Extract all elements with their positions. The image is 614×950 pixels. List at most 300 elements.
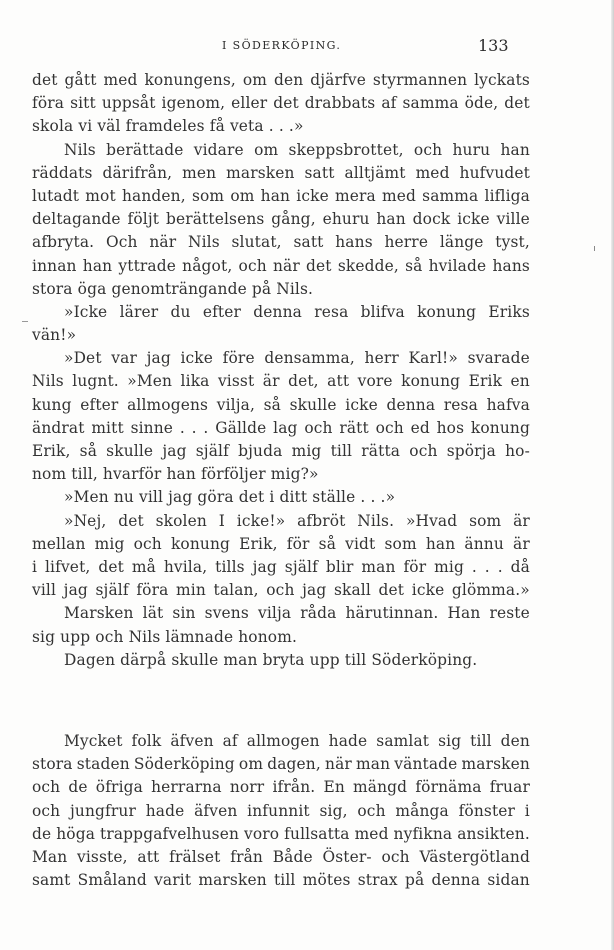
word: infunnit: [247, 801, 310, 820]
word: styrmannen: [372, 71, 468, 89]
word: konung: [417, 302, 477, 321]
word: visste,: [77, 847, 128, 866]
word: Västergötland: [419, 847, 530, 866]
word: om: [238, 755, 264, 774]
word: allmogen: [246, 732, 320, 750]
word: .: [179, 418, 185, 437]
word: jag: [63, 581, 88, 600]
word: svens: [204, 604, 249, 623]
page-number: 133: [478, 36, 509, 55]
word: staden: [76, 755, 130, 774]
text-line: [32, 579, 530, 602]
word: Mycket: [64, 732, 123, 750]
word: på: [404, 871, 425, 890]
word: med: [354, 824, 389, 843]
word: äfven: [194, 801, 238, 820]
word: var: [111, 349, 137, 368]
word: drabbats: [304, 94, 376, 113]
word: härutinnan.: [345, 604, 439, 623]
margin-mark: [594, 246, 595, 251]
word: ho-: [505, 442, 530, 460]
word: rätt: [339, 418, 369, 437]
word: icke: [296, 186, 329, 205]
word: .: [203, 418, 209, 437]
word: ed: [410, 418, 430, 437]
word: afbryta.: [32, 233, 95, 252]
word: vidt: [345, 534, 376, 553]
word: och: [238, 256, 267, 275]
word: »Men: [127, 372, 173, 391]
word: Eriks: [488, 302, 530, 321]
word: han: [500, 140, 530, 159]
word: vilja: [257, 604, 292, 623]
word: Både: [272, 847, 313, 866]
text-line: [32, 869, 530, 892]
word: hade: [145, 801, 185, 820]
word: samma: [402, 94, 459, 113]
word: han: [260, 186, 291, 205]
word: igenom,: [161, 94, 226, 113]
word: ändrat: [32, 418, 85, 437]
word: att: [137, 847, 160, 866]
word: svarade: [467, 349, 530, 368]
word: resa: [314, 302, 349, 321]
word: marsken: [461, 755, 530, 774]
word: föra: [136, 581, 169, 600]
word: stora: [32, 755, 73, 774]
word: det: [306, 256, 332, 275]
text-block-2: [32, 730, 530, 892]
word: konung: [401, 372, 461, 391]
word: rätta: [361, 442, 401, 460]
word: lugnt.: [72, 372, 119, 391]
word: det: [504, 94, 530, 113]
word: denna: [431, 871, 481, 890]
word: icke: [411, 581, 445, 600]
word: Nils: [187, 233, 220, 252]
text-line: [32, 753, 530, 776]
word: de: [68, 778, 88, 797]
text-line: [32, 231, 530, 254]
word: länge: [439, 233, 484, 252]
word: mig: [94, 534, 125, 553]
margin-mark: [22, 321, 28, 322]
word: varit: [154, 871, 192, 890]
word: frälset: [169, 847, 221, 866]
word: ville: [496, 210, 530, 229]
word: glömma.»: [451, 581, 530, 600]
text-line: [32, 776, 530, 799]
word: .: [484, 557, 490, 576]
word: icke: [345, 395, 378, 414]
word: och: [133, 534, 162, 553]
text-line: skola vi väl framdeles få veta . . .»: [32, 117, 304, 136]
word: öde,: [464, 94, 499, 113]
word: med: [103, 71, 138, 89]
word: lag: [273, 418, 298, 437]
word: råda: [300, 604, 337, 623]
word: hans: [335, 233, 373, 252]
word: En: [323, 778, 345, 797]
word: öfriga: [95, 778, 143, 797]
word: Nils: [64, 140, 96, 159]
word: eller: [231, 94, 268, 113]
word: alltjämt: [344, 163, 406, 182]
word: efter: [202, 302, 242, 321]
word: .: [497, 557, 503, 576]
text-line: »Men nu vill jag göra det i ditt ställe . . .»: [64, 488, 396, 507]
word: visst: [217, 372, 255, 391]
word: vilja,: [216, 395, 255, 414]
word: ansikten.: [457, 824, 530, 843]
word: det: [32, 71, 58, 89]
word: Gällde: [215, 418, 267, 437]
word: nyfikna: [393, 824, 453, 843]
word: mötes: [302, 871, 351, 890]
word: är: [262, 372, 280, 391]
word: jag: [162, 442, 187, 460]
word: marsken: [226, 163, 295, 182]
word: mellan: [32, 534, 86, 553]
word: jag: [146, 349, 171, 368]
word: Erik,: [32, 442, 71, 460]
word: hvilade: [428, 256, 487, 275]
text-line: [32, 162, 530, 185]
word: lifliga: [484, 186, 530, 205]
word: lärer: [119, 302, 159, 321]
word: sig: [438, 732, 462, 750]
word: må: [131, 557, 156, 576]
text-line: nom till, hvarför han förföljer mig?»: [32, 465, 319, 484]
word: Småland: [77, 871, 147, 890]
word: något,: [182, 256, 233, 275]
word: när: [325, 755, 352, 774]
word: föra: [32, 94, 65, 113]
word: Öster-: [322, 847, 372, 866]
word: hans: [492, 256, 530, 275]
word: fruar: [489, 778, 530, 797]
word: man: [356, 755, 391, 774]
word: tills: [215, 557, 245, 576]
word: hos: [436, 418, 465, 437]
text-line: [32, 846, 530, 869]
word: ehuru: [322, 210, 370, 229]
word: fönster: [458, 801, 516, 820]
word: resa: [443, 395, 478, 414]
word: herr: [364, 349, 399, 368]
word: af: [222, 732, 238, 750]
word: så: [263, 395, 281, 414]
word: mera: [334, 186, 376, 205]
word: för: [286, 534, 310, 553]
word: icke: [457, 210, 490, 229]
word: och: [32, 801, 61, 820]
word: »Icke: [64, 302, 108, 321]
text-line: [32, 370, 530, 393]
text-line: [32, 185, 530, 208]
word: och: [413, 140, 443, 159]
text-line: [32, 602, 530, 625]
word: lifvet,: [44, 557, 91, 576]
word: vidare: [193, 140, 244, 159]
word: gått: [64, 71, 97, 89]
text-line: sig upp och Nils lämnade honom.: [32, 627, 297, 646]
word: .: [191, 418, 197, 437]
word: af: [381, 94, 397, 113]
word: herrarna: [151, 778, 222, 797]
word: djärfve: [310, 71, 366, 89]
word: lät: [142, 604, 164, 623]
text-line: [32, 69, 530, 92]
word: icke!»: [236, 511, 286, 530]
text-line: [32, 556, 530, 579]
word: dock: [412, 210, 451, 229]
word: och: [381, 847, 410, 866]
word: är: [513, 511, 530, 530]
word: hade: [328, 732, 368, 750]
word: som: [191, 186, 225, 205]
word: gång,: [271, 210, 316, 229]
word: fullsatta: [284, 824, 350, 843]
word: afbröt: [297, 511, 346, 530]
word: min: [176, 581, 206, 600]
word: mitt: [91, 418, 124, 437]
word: samma: [422, 186, 479, 205]
word: dagen,: [267, 755, 321, 774]
word: väntade: [394, 755, 458, 774]
text-line: [32, 510, 530, 533]
word: strax: [357, 871, 398, 890]
text-line: [32, 417, 530, 440]
word: allmogens: [127, 395, 209, 414]
text-line: [32, 208, 530, 231]
word: så: [405, 256, 423, 275]
word: från: [230, 847, 263, 866]
word: med: [415, 163, 450, 182]
word: om: [254, 140, 279, 159]
word: samt: [32, 871, 71, 890]
word: mig: [434, 557, 464, 576]
word: huru: [452, 140, 491, 159]
word: konung: [170, 534, 231, 553]
text-line: [32, 92, 530, 115]
text-line: [32, 394, 530, 417]
word: det: [378, 581, 405, 600]
word: de: [32, 824, 52, 843]
word: skall: [333, 581, 371, 600]
word: denna: [253, 302, 302, 321]
word: i: [524, 801, 530, 820]
word: men: [182, 163, 217, 182]
word: konung: [470, 418, 530, 437]
word: Söderköping: [133, 755, 235, 774]
word: själf: [284, 557, 318, 576]
word: som: [384, 534, 417, 553]
word: sidan: [487, 871, 530, 890]
word: det,: [288, 372, 319, 391]
word: folk: [131, 732, 162, 750]
word: yttrade: [118, 256, 176, 275]
word: skulle: [289, 395, 337, 414]
word: man: [361, 557, 396, 576]
word: hvila,: [163, 557, 208, 576]
word: han: [82, 256, 113, 275]
word: innan: [32, 256, 77, 275]
word: densamma,: [264, 349, 355, 368]
word: en: [510, 372, 530, 391]
word: vore: [357, 372, 393, 391]
word: tyst,: [495, 233, 530, 252]
word: för: [403, 557, 427, 576]
word: själf: [195, 442, 229, 460]
word: berättelsens: [165, 210, 265, 229]
word: lika: [180, 372, 210, 391]
text-line: [32, 440, 530, 463]
word: med: [381, 186, 416, 205]
word: Och: [105, 233, 138, 252]
word: uppsåt: [101, 94, 156, 113]
word: det: [273, 94, 299, 113]
word: mot: [85, 186, 116, 205]
word: som: [469, 511, 502, 530]
word: du: [170, 302, 191, 321]
word: mängd: [353, 778, 408, 797]
text-line: Dagen därpå skulle man bryta upp till Söderköping.: [64, 650, 478, 669]
word: mig: [291, 442, 322, 460]
word: .: [471, 557, 477, 576]
word: Nils: [32, 372, 64, 391]
text-line: [32, 533, 530, 556]
word: vill: [32, 581, 57, 600]
word: den: [500, 732, 530, 750]
word: när: [272, 256, 300, 275]
word: han: [425, 534, 456, 553]
word: Erik: [468, 372, 503, 391]
word: till: [330, 442, 353, 460]
word: »Nej,: [64, 511, 107, 530]
word: spörja: [446, 442, 496, 460]
word: ännu: [464, 534, 504, 553]
text-line: [32, 730, 530, 753]
word: konungens,: [144, 71, 236, 89]
page-header: [0, 36, 614, 58]
word: är: [513, 534, 530, 553]
word: jag: [302, 581, 327, 600]
word: skedde,: [337, 256, 399, 275]
word: satt: [293, 233, 324, 252]
word: sin: [172, 604, 196, 623]
text-line: [32, 139, 530, 162]
word: före: [222, 349, 255, 368]
word: slutat,: [231, 233, 282, 252]
word: Han: [447, 604, 481, 623]
word: »Hvad: [405, 511, 458, 530]
word: äfven: [170, 732, 214, 750]
word: att: [327, 372, 350, 391]
word: och: [375, 418, 404, 437]
word: norr: [229, 778, 265, 797]
word: det: [98, 557, 124, 576]
word: sig,: [319, 801, 348, 820]
word: deltagande: [32, 210, 121, 229]
word: lyckats: [474, 71, 530, 89]
word: Marsken: [64, 604, 134, 623]
text-line: [32, 301, 530, 324]
word: när: [149, 233, 177, 252]
word: denna: [386, 395, 436, 414]
text-line: [32, 800, 530, 823]
word: och: [32, 778, 61, 797]
word: själf: [95, 581, 129, 600]
word: skeppsbrottet,: [288, 140, 404, 159]
word: trappgafvelhusen: [100, 824, 240, 843]
word: till: [273, 871, 296, 890]
word: höga: [56, 824, 96, 843]
text-line: [32, 823, 530, 846]
word: handen,: [121, 186, 186, 205]
text-block-1: [32, 69, 530, 672]
word: herre: [384, 233, 429, 252]
word: Nils.: [357, 511, 395, 530]
word: efter: [80, 395, 119, 414]
word: räddats: [32, 163, 93, 182]
word: då: [510, 557, 530, 576]
word: reste: [489, 604, 530, 623]
word: icke: [180, 349, 214, 368]
word: så: [79, 442, 98, 460]
word: marsken: [198, 871, 267, 890]
word: blifva: [360, 302, 405, 321]
text-line: vän!»: [32, 326, 77, 345]
word: sinne: [130, 418, 174, 437]
word: kung: [32, 395, 72, 414]
word: samlat: [376, 732, 430, 750]
word: till: [470, 732, 492, 750]
word: och: [266, 581, 295, 600]
word: ifrån.: [272, 778, 316, 797]
word: talan,: [213, 581, 259, 600]
running-title: I SÖDERKÖPING.: [222, 39, 342, 52]
word: därifrån,: [102, 163, 173, 182]
word: om: [242, 71, 268, 89]
word: skolen: [155, 511, 207, 530]
text-line: [32, 347, 530, 370]
word: den: [273, 71, 304, 89]
word: jag: [252, 557, 277, 576]
word: jungfrur: [69, 801, 136, 820]
text-line: [32, 255, 530, 278]
word: han: [376, 210, 406, 229]
word: om: [230, 186, 255, 205]
word: och: [357, 801, 386, 820]
word: skulle: [106, 442, 154, 460]
word: blir: [325, 557, 354, 576]
word: och: [409, 442, 438, 460]
word: Karl!»: [408, 349, 458, 368]
word: bjuda: [238, 442, 283, 460]
word: lutadt: [32, 186, 80, 205]
word: hafva: [486, 395, 530, 414]
word: hufvudet: [459, 163, 530, 182]
word: många: [395, 801, 449, 820]
word: så: [318, 534, 337, 553]
word: och: [304, 418, 333, 437]
word: Man: [32, 847, 68, 866]
word: förnäma: [415, 778, 482, 797]
word: I: [218, 511, 225, 530]
word: det: [118, 511, 144, 530]
word: satt: [304, 163, 335, 182]
